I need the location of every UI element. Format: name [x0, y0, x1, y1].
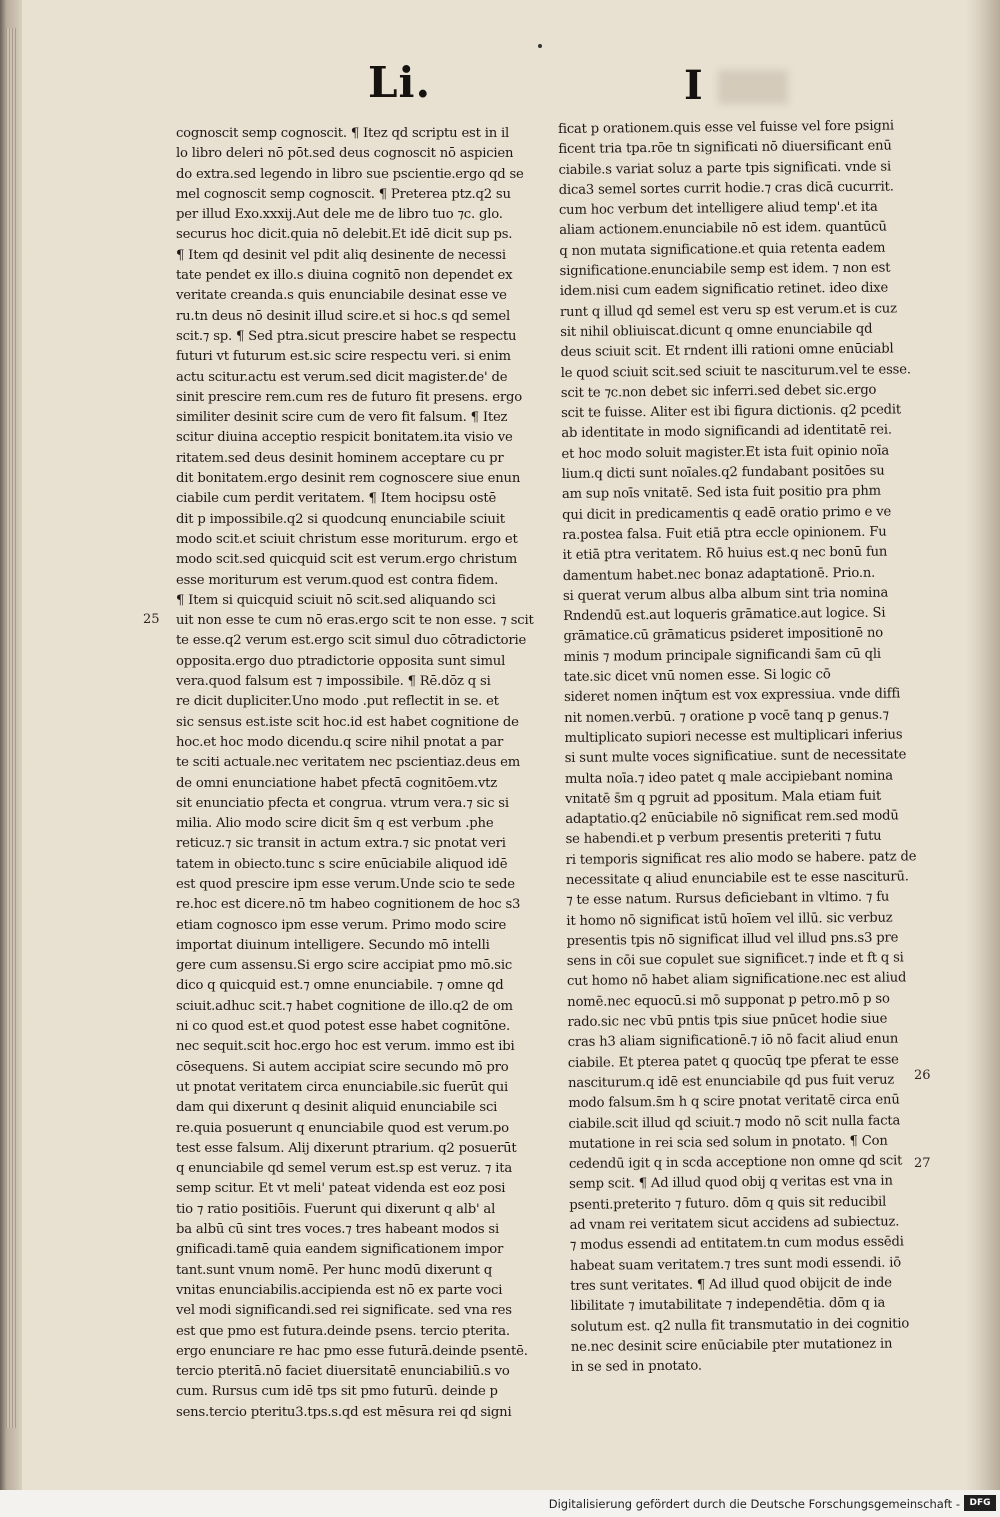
- text-line: in se sed in pnotato.: [570, 1358, 702, 1376]
- text-line: cognoscit semp cognoscit. ¶ Itez qd scriptu est in il: [176, 126, 510, 141]
- text-line: lium.q dicti sunt noīales.q2 fundabant positōes su: [561, 463, 885, 483]
- text-line: si querat verum albus alba album sint tria nomina: [562, 585, 889, 604]
- text-line: mel cognoscit semp cognoscit. ¶ Preterea ptz.q2 su: [176, 186, 511, 202]
- page-shadow: [966, 0, 1000, 1490]
- text-line: ergo enunciare re hac pmo esse futurā.deinde psentē.: [176, 1343, 528, 1359]
- text-line: ¶ Item qd desinit vel pdit aliq desinente de necessi: [176, 247, 506, 263]
- text-line: libilitate ⁊ imutabilitate ⁊ independētia. dōm q ia: [570, 1295, 886, 1315]
- text-line: modo scit.et sciuit christum esse moriturum. ergo et: [176, 531, 518, 547]
- text-line: gere cum assensu.Si ergo scire accipiat pmo mō.sic: [176, 958, 513, 974]
- text-line: nasciturum.q idē est enunciabile qd pus fuit veruz: [568, 1072, 895, 1091]
- text-line: importat diuinum intelligere. Secundo mō intelli: [176, 937, 490, 953]
- text-line: vera.quod falsum est ⁊ impossibile. ¶ Rē.dōz q si: [176, 674, 491, 690]
- text-line: q non mutata significatione.et quia retenta eadem: [559, 240, 886, 259]
- text-line: scitur diuina acceptio respicit bonitatem.ita visio ve: [176, 430, 513, 446]
- text-line: do extra.sed legendo in libro sue pscientie.ergo qd se: [176, 166, 524, 182]
- text-line: ficat p orationem.quis esse vel fuisse vel fore psigni: [558, 118, 895, 137]
- text-line: ru.tn deus nō desinit illud scire.et si hoc.s qd semel: [176, 308, 511, 324]
- text-line: vel modi significandi.sed rei significate. sed vna res: [176, 1303, 512, 1319]
- text-line: te sciti actuale.nec veritatem nec pscientiaz.deus em: [176, 755, 521, 771]
- text-line: uit non esse te cum nō eras.ergo scit te non esse. ⁊ scit: [176, 613, 534, 629]
- text-line: dico q quicquid est.⁊ omne enunciabile. ⁊ omne qd: [176, 978, 504, 994]
- text-line: tate.sic dicet vnū nomen esse. Si logic cō: [563, 667, 831, 685]
- text-line: dit p impossibile.q2 si quodcunq enunciabile sciuit: [176, 511, 505, 527]
- text-line: hoc.et hoc modo dicendu.q scire nihil pnotat a par: [176, 734, 504, 750]
- text-line: scit te fuisse. Aliter est ibi figura dictionis. q2 pcedit: [560, 402, 902, 422]
- text-line: idem.nisi cum eadem significatio retinet. ideo dixe: [559, 280, 889, 300]
- text-line: mutatione in rei scia sed solum in pnotato. ¶ Con: [568, 1133, 888, 1152]
- text-line: est que pmo est futura.deinde psens. tercio pterita.: [176, 1323, 510, 1339]
- text-line: tercio pteritā.nō faciet diuersitatē enunciabiliū.s vo: [176, 1364, 510, 1380]
- marginal-number-25: 25: [143, 612, 160, 627]
- text-column-right: [558, 116, 923, 1378]
- text-line: ritatem.sed deus desinit hominem acceptare cu pr: [176, 450, 504, 466]
- text-line: qui dicit in predicamentis q eadē oratio primo e ve: [562, 504, 892, 523]
- text-line: sciuit.adhuc scit.⁊ habet cognitione de illo.q2 de om: [176, 998, 513, 1014]
- text-line: scit te ⁊c.non debet sic inferri.sed debet sic.ergo: [560, 382, 877, 401]
- text-line: tatem in obiecto.tunc s scire enūciabile aliquod idē: [176, 856, 508, 872]
- running-header-right: I: [684, 62, 703, 109]
- text-line: cum hoc verbum det intelligere aliud temp'.et ita: [558, 199, 878, 219]
- text-line: cum. Rursus cum idē tps sit pmo futurū. deinde p: [176, 1384, 498, 1400]
- text-line: veritate creanda.s quis enunciabile desinat esse ve: [176, 288, 507, 304]
- text-line: securus hoc dicit.quia nō delebit.Et idē dicit sup ps.: [176, 227, 513, 243]
- text-line: sideret nomen inq̄tum est vox expressiua. vnde diffi: [563, 686, 901, 706]
- text-line: ut pnotat veritatem circa enunciabile.sic fuerūt qui: [176, 1079, 509, 1095]
- text-line: ficent tria tpa.rōe tn significati nō diuersificant enū: [558, 138, 892, 158]
- text-line: solutum est. q2 nulla fit transmutatio in dei cognitio: [570, 1315, 910, 1335]
- text-line: cras h3 aliam significationē.⁊ iō nō facit aliud enun: [567, 1031, 899, 1051]
- text-column-left: [176, 124, 534, 1423]
- ink-dot: [538, 44, 542, 48]
- text-line: ciabile.s variat soluz a parte tpis significati. vnde si: [558, 159, 892, 178]
- text-line: per illud Exo.xxxij.Aut dele me de libro tuo ⁊c. glo.: [176, 207, 503, 223]
- text-line: vnitas enunciabilis.accipienda est nō ex parte voci: [176, 1282, 503, 1298]
- text-line: semp scit. ¶ Ad illud quod obij q veritas est vna in: [569, 1173, 893, 1193]
- text-line: deus sciuit scit. Et rndent illi rationi omne enūciabl: [560, 341, 894, 361]
- text-line: ne.nec desinit scire enūciabile pter mutationez in: [570, 1336, 893, 1355]
- text-line: ⁊ te esse natum. Rursus deficiebant in vltimo. ⁊ fu: [566, 889, 890, 909]
- text-line: sit enunciatio pfecta et congrua. vtrum vera.⁊ sic si: [176, 795, 509, 811]
- running-header-left: Li.: [368, 58, 432, 107]
- text-line: grāmatice.cū grāmaticus psideret impositionē no: [563, 626, 884, 645]
- text-line: gnificadi.tamē quia eandem significationem impor: [176, 1242, 504, 1258]
- dfg-logo: DFG: [964, 1495, 996, 1511]
- text-line: semp scitur. Et vt meli' pateat videnda est eoz posi: [176, 1181, 506, 1197]
- page-edges: [6, 28, 16, 1428]
- text-line: ciabile. Et pterea patet q quocūq tpe pferat te esse: [567, 1052, 899, 1071]
- text-line: test esse falsum. Alij dixerunt ptrarium. q2 posuerūt: [176, 1140, 517, 1156]
- text-line: tres sunt veritates. ¶ Ad illud quod obijcit de inde: [570, 1275, 892, 1294]
- footer-credit: Digitalisierung gefördert durch die Deutsche Forschungsgemeinschaft -: [548, 1497, 960, 1511]
- text-line: sit nihil obliuiscat.dicunt q omne enunciabile qd: [560, 321, 873, 340]
- text-line: esse moriturum est verum.quod est contra fidem.: [176, 572, 499, 588]
- text-line: necessitate q aliud enunciabile est te esse nasciturū.: [565, 869, 909, 888]
- text-line: tant.sunt vnum nomē. Per hunc modū dixerunt q: [176, 1262, 492, 1278]
- text-line: psenti.preterito ⁊ futuro. dōm q quis sit reducibil: [569, 1194, 887, 1213]
- text-line: ra.postea falsa. Fuit etiā ptra eccle opinionem. Fu: [562, 524, 887, 543]
- text-line: milia. Alio modo scire dicit s̄m q est verbum .phe: [176, 816, 494, 832]
- text-line: it homo nō significat istū hoīem vel illū. sic verbuz: [566, 910, 893, 929]
- text-line: tio ⁊ ratio positiōis. Fuerunt qui dixerunt q alb' al: [176, 1201, 496, 1217]
- text-line: Rndendū est.aut loqueris grāmatice.aut logice. Si: [563, 605, 886, 625]
- text-line: rado.sic nec vbū pntis tpis siue pnūcet hodie siue: [567, 1011, 888, 1031]
- text-line: sinit prescire rem.cum res de futuro fit presens. ergo: [176, 389, 522, 405]
- text-line: significatione.enunciabile semp est idem. ⁊ non est: [559, 260, 891, 280]
- text-line: si sunt multe voces significatiue. sunt de necessitate: [564, 747, 907, 767]
- text-line: dam qui dixerunt q desinit aliquid enunciabile sci: [176, 1100, 498, 1116]
- text-line: et hoc modo soluit magister.Et ista fuit opinio noīa: [561, 443, 890, 462]
- text-line: presentis tpis nō significat illud vel illud pns.s3 pre: [566, 930, 899, 949]
- text-line: am sup noīs vnitatē. Sed ista fuit positio pra phm: [561, 483, 882, 503]
- text-line: damentum habet.nec bonaz adaptationē. Prio.n.: [562, 565, 876, 584]
- text-line: ad vnam rei veritatem sicut accidens ad subiectuz.: [569, 1214, 900, 1233]
- text-line: aliam actionem.enunciabile nō est idem. quantūcū: [559, 220, 887, 239]
- text-line: ⁊ modus essendi ad entitatem.tn cum modus essēdi: [569, 1234, 904, 1254]
- text-line: sens in cōi sue copulet sue significet.⁊ inde et ft q si: [566, 950, 904, 970]
- text-line: est quod prescire ipm esse verum.Unde scio te sede: [176, 876, 515, 892]
- text-line: re.hoc est dicere.nō tm habeo cognitionem de hoc s3: [176, 897, 521, 913]
- marginal-number-27: 27: [914, 1156, 931, 1171]
- text-line: re dicit dupliciter.Uno modo .put reflectit in se. et: [176, 694, 499, 710]
- text-line: etiam cognosco ipm esse verum. Primo modo scire: [176, 917, 507, 933]
- text-line: ¶ Item si quicquid sciuit nō scit.sed aliquando sci: [176, 592, 496, 608]
- text-line: dit bonitatem.ergo desinit rem cognoscere siue enun: [176, 471, 521, 487]
- text-line: te esse.q2 verum est.ergo scit simul duo cōtradictorie: [176, 633, 527, 649]
- text-line: ri temporis significat res alio modo se habere. patz de: [565, 848, 917, 868]
- text-line: sens.tercio pteritu3.tps.s.qd est mēsura rei qd signi: [176, 1404, 512, 1420]
- text-line: modo falsum.s̄m h q scire pnotat veritatē circa enū: [568, 1092, 900, 1112]
- text-line: actu scitur.actu est verum.sed dicit magister.de' de: [176, 369, 508, 385]
- text-line: cedendū igit q in scda acceptione non omne qd scit: [568, 1153, 903, 1173]
- text-line: ciabile cum perdit veritatem. ¶ Item hocipsu ostē: [176, 491, 497, 507]
- text-line: q enunciabile qd semel verum est.sp est veruz. ⁊ ita: [176, 1161, 513, 1177]
- text-line: similiter desinit scire cum de vero fit falsum. ¶ Itez: [176, 410, 508, 426]
- text-line: tate pendet ex illo.s diuina cognitō non dependet ex: [176, 268, 513, 284]
- text-line: modo scit.sed quicquid scit est verum.ergo christum: [176, 552, 518, 568]
- text-line: ba albū cū sint tres voces.⁊ tres habeant modos si: [176, 1222, 499, 1238]
- text-line: minis ⁊ modum principale significandi s̄am cū qli: [563, 646, 881, 665]
- text-line: se habendi.et p verbum presentis preteriti ⁊ futu: [565, 829, 882, 848]
- text-line: de omni enunciatione habet pfectā cognitōem.vtz: [176, 775, 497, 791]
- text-line: multa noīa.⁊ ideo patet q male accipiebant nomina: [564, 768, 894, 787]
- text-line: re.quia posuerunt q enunciabile quod est verum.po: [176, 1120, 509, 1136]
- text-line: cut homo nō habet aliam significatione.nec est aliud: [566, 970, 907, 990]
- text-line: multiplicato supiori necesse est multiplicari inferius: [564, 727, 903, 746]
- text-line: cōsequens. Si autem accipiat scire secundo mō pro: [176, 1059, 509, 1075]
- text-line: runt q illud qd semel est veru sp est verum.et is cuz: [559, 301, 897, 320]
- text-line: ni co quod est.et quod potest esse habet cognitōne.: [176, 1019, 510, 1035]
- header-smudge: [718, 70, 788, 104]
- text-line: nit nomen.verbū. ⁊ oratione p vocē tanq p genus.⁊: [564, 707, 889, 726]
- footer-bar: [0, 1490, 1000, 1517]
- text-line: le quod sciuit scit.sed sciuit te nasciturum.vel te esse.: [560, 361, 911, 381]
- text-line: dica3 semel sortes currit hodie.⁊ cras dicā cucurrit.: [558, 179, 894, 198]
- text-line: nomē.nec equocū.si mō supponat p petro.mō p so: [567, 991, 890, 1010]
- text-line: nec sequit.scit hoc.ergo hoc est verum. immo est ibi: [176, 1039, 515, 1055]
- text-line: habeat suam veritatem.⁊ tres sunt modi essendi. iō: [569, 1255, 902, 1274]
- text-line: adaptatio.q2 enūciabile nō significat rem.sed modū: [565, 808, 899, 828]
- text-line: futuri vt futurum est.sic scire respectu veri. si enim: [176, 349, 511, 365]
- text-line: opposita.ergo duo ptradictorie opposita sunt simul: [176, 653, 506, 669]
- text-line: vnitatē s̄m q pgruit ad ppositum. Mala etiam fuit: [565, 788, 882, 807]
- marginal-number-26: 26: [914, 1068, 931, 1083]
- text-line: scit.⁊ sp. ¶ Sed ptra.sicut prescire habet se respectu: [176, 328, 517, 344]
- text-line: it etiā ptra veritatem. Rō huius est.q nec bonū fun: [562, 544, 888, 564]
- text-line: ab identitate in modo significandi ad identitatē rei.: [561, 422, 892, 442]
- text-line: ciabile.scit illud qd sciuit.⁊ modo nō scit nulla facta: [568, 1113, 901, 1132]
- text-line: sic sensus est.iste scit hoc.id est habet cognitione de: [176, 714, 519, 730]
- text-line: reticuz.⁊ sic transit in actum extra.⁊ sic pnotat veri: [176, 836, 506, 852]
- text-line: lo libro deleri nō pōt.sed deus cognoscit nō aspicien: [176, 146, 514, 162]
